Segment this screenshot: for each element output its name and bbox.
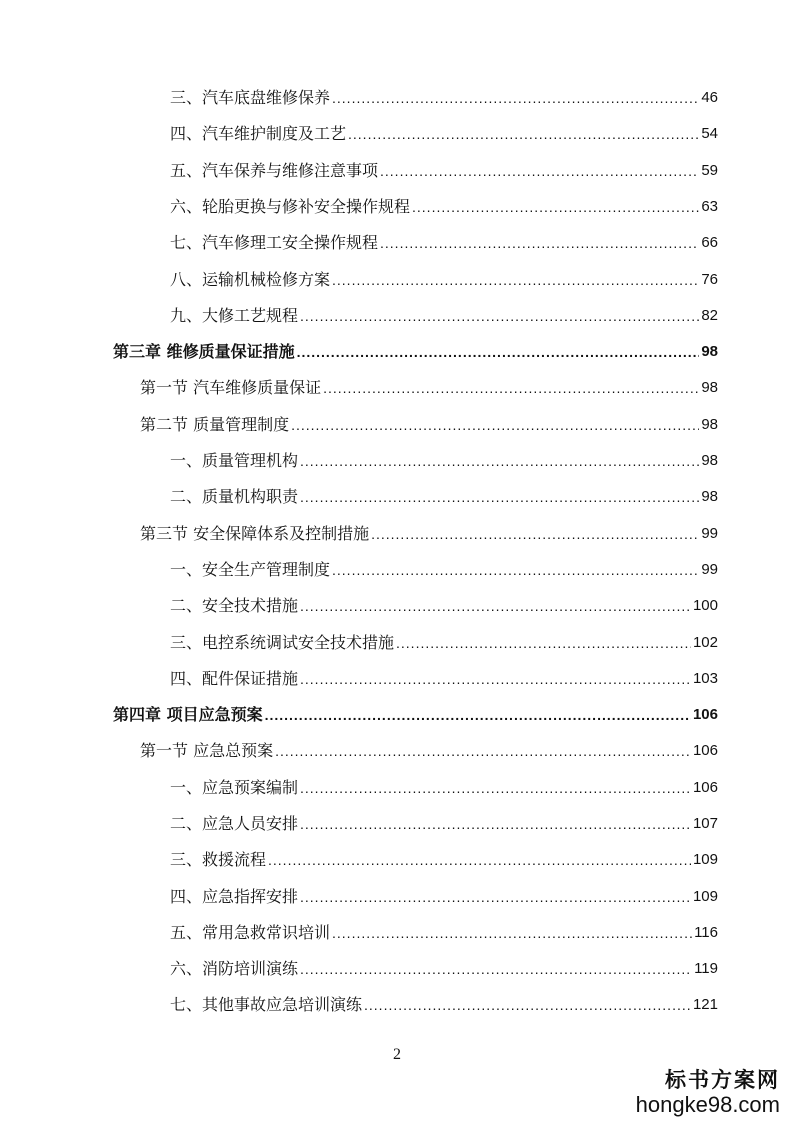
toc-entry-title: 七、其他事故应急培训演练	[170, 995, 363, 1014]
toc-entry-page: 100	[692, 597, 718, 614]
toc-item-entry[interactable]	[170, 193, 718, 217]
watermark-url: hongke98.com	[635, 1092, 780, 1117]
toc-entry-title: 七、汽车修理工安全操作规程	[170, 233, 379, 252]
toc-dot-leader	[300, 490, 699, 504]
toc-entry-page: 103	[692, 670, 718, 687]
toc-entry-page: 102	[692, 634, 718, 651]
toc-entry-page: 121	[692, 996, 718, 1013]
toc-dot-leader	[275, 744, 691, 758]
toc-dot-leader	[371, 527, 699, 541]
toc-dot-leader	[268, 853, 691, 867]
toc-entry-page: 59	[701, 162, 718, 179]
toc-section-entry[interactable]	[140, 374, 718, 398]
toc-item-entry[interactable]	[170, 447, 718, 471]
toc-entry-title: 四、应急指挥安排	[170, 887, 299, 906]
toc-dot-leader	[300, 781, 691, 795]
toc-entry-page: 107	[692, 815, 718, 832]
toc-item-entry[interactable]	[170, 955, 718, 979]
toc-item-entry[interactable]	[170, 883, 718, 907]
toc-entry-page: 119	[694, 960, 718, 977]
toc-item-entry[interactable]	[170, 266, 718, 290]
toc-dot-leader	[332, 563, 699, 577]
toc-item-entry[interactable]	[170, 157, 718, 181]
toc-entry-title: 四、配件保证措施	[170, 669, 299, 688]
toc-dot-leader	[300, 309, 699, 323]
toc-item-entry[interactable]	[170, 556, 718, 580]
toc-entry-title: 第三节 安全保障体系及控制措施	[140, 524, 370, 543]
toc-dot-leader	[380, 164, 699, 178]
toc-section-entry[interactable]	[140, 411, 718, 435]
toc-entry-page: 116	[694, 924, 718, 941]
toc-dot-leader	[300, 599, 691, 613]
toc-item-entry[interactable]	[170, 84, 718, 108]
toc-section-entry[interactable]	[140, 520, 718, 544]
page-number: 2	[393, 1046, 401, 1063]
toc-entry-title: 八、运输机械检修方案	[170, 270, 331, 289]
toc-dot-leader	[297, 345, 700, 359]
toc-item-entry[interactable]	[170, 665, 718, 689]
toc-entry-title: 第一节 应急总预案	[140, 741, 274, 760]
toc-entry-title: 二、质量机构职责	[170, 487, 299, 506]
toc-entry-page: 46	[701, 89, 718, 106]
toc-chapter-entry[interactable]	[113, 338, 718, 362]
toc-entry-page: 98	[701, 416, 718, 433]
toc-entry-title: 一、质量管理机构	[170, 451, 299, 470]
toc-dot-leader	[348, 127, 699, 141]
toc-entry-page: 66	[701, 234, 718, 251]
toc-entry-title: 三、电控系统调试安全技术措施	[170, 633, 395, 652]
toc-entry-title: 第一节 汽车维修质量保证	[140, 378, 322, 397]
toc-dot-leader	[332, 91, 699, 105]
toc-entry-title: 二、安全技术措施	[170, 596, 299, 615]
toc-section-entry[interactable]	[140, 737, 718, 761]
toc-entry-page: 109	[692, 851, 718, 868]
toc-dot-leader	[265, 708, 691, 722]
toc-dot-leader	[332, 273, 699, 287]
watermark-site-name: 标书方案网	[665, 1067, 780, 1092]
toc-item-entry[interactable]	[170, 774, 718, 798]
toc-dot-leader	[300, 672, 691, 686]
toc-item-entry[interactable]	[170, 229, 718, 253]
toc-dot-leader	[300, 454, 699, 468]
toc-entry-page: 106	[692, 779, 718, 796]
toc-item-entry[interactable]	[170, 592, 718, 616]
toc-dot-leader	[323, 381, 699, 395]
toc-entry-title: 一、应急预案编制	[170, 778, 299, 797]
toc-dot-leader	[364, 998, 691, 1012]
toc-dot-leader	[300, 817, 691, 831]
toc-entry-page: 99	[701, 561, 718, 578]
toc-entry-title: 第二节 质量管理制度	[140, 415, 290, 434]
toc-entry-page: 82	[701, 307, 718, 324]
watermark	[610, 1068, 780, 1118]
toc-entry-page: 98	[701, 343, 718, 360]
toc-entry-title: 四、汽车维护制度及工艺	[170, 124, 347, 143]
toc-item-entry[interactable]	[170, 846, 718, 870]
toc-dot-leader	[380, 236, 699, 250]
toc-entry-page: 76	[701, 271, 718, 288]
toc-entry-page: 54	[701, 125, 718, 142]
toc-dot-leader	[300, 890, 691, 904]
toc-entry-page: 109	[692, 888, 718, 905]
toc-dot-leader	[291, 418, 699, 432]
toc-item-entry[interactable]	[170, 919, 718, 943]
toc-entry-page: 63	[701, 198, 718, 215]
toc-item-entry[interactable]	[170, 120, 718, 144]
toc-entry-title: 三、救援流程	[170, 850, 267, 869]
toc-dot-leader	[332, 926, 692, 940]
toc-chapter-entry[interactable]	[113, 701, 718, 725]
toc-entry-title: 六、消防培训演练	[170, 959, 299, 978]
toc-entry-title: 二、应急人员安排	[170, 814, 299, 833]
toc-entry-page: 106	[692, 742, 718, 759]
toc-entry-title: 五、常用急救常识培训	[170, 923, 331, 942]
toc-item-entry[interactable]	[170, 991, 718, 1015]
toc-entry-title: 五、汽车保养与维修注意事项	[170, 161, 379, 180]
toc-entry-title: 六、轮胎更换与修补安全操作规程	[170, 197, 411, 216]
toc-entry-page: 98	[701, 379, 718, 396]
toc-entry-title: 第三章 维修质量保证措施	[113, 342, 295, 361]
toc-item-entry[interactable]	[170, 483, 718, 507]
toc-item-entry[interactable]	[170, 629, 718, 653]
toc-entry-title: 三、汽车底盘维修保养	[170, 88, 331, 107]
toc-entry-page: 98	[701, 488, 718, 505]
toc-entry-title: 一、安全生产管理制度	[170, 560, 331, 579]
toc-dot-leader	[396, 636, 691, 650]
toc-entry-title: 第四章 项目应急预案	[113, 705, 263, 724]
toc-entry-page: 106	[692, 706, 718, 723]
toc-dot-leader	[412, 200, 699, 214]
toc-item-entry[interactable]	[170, 302, 718, 326]
toc-entry-page: 98	[701, 452, 718, 469]
toc-entry-title: 九、大修工艺规程	[170, 306, 299, 325]
toc-item-entry[interactable]	[170, 810, 718, 834]
toc-dot-leader	[300, 962, 692, 976]
toc-entry-page: 99	[701, 525, 718, 542]
